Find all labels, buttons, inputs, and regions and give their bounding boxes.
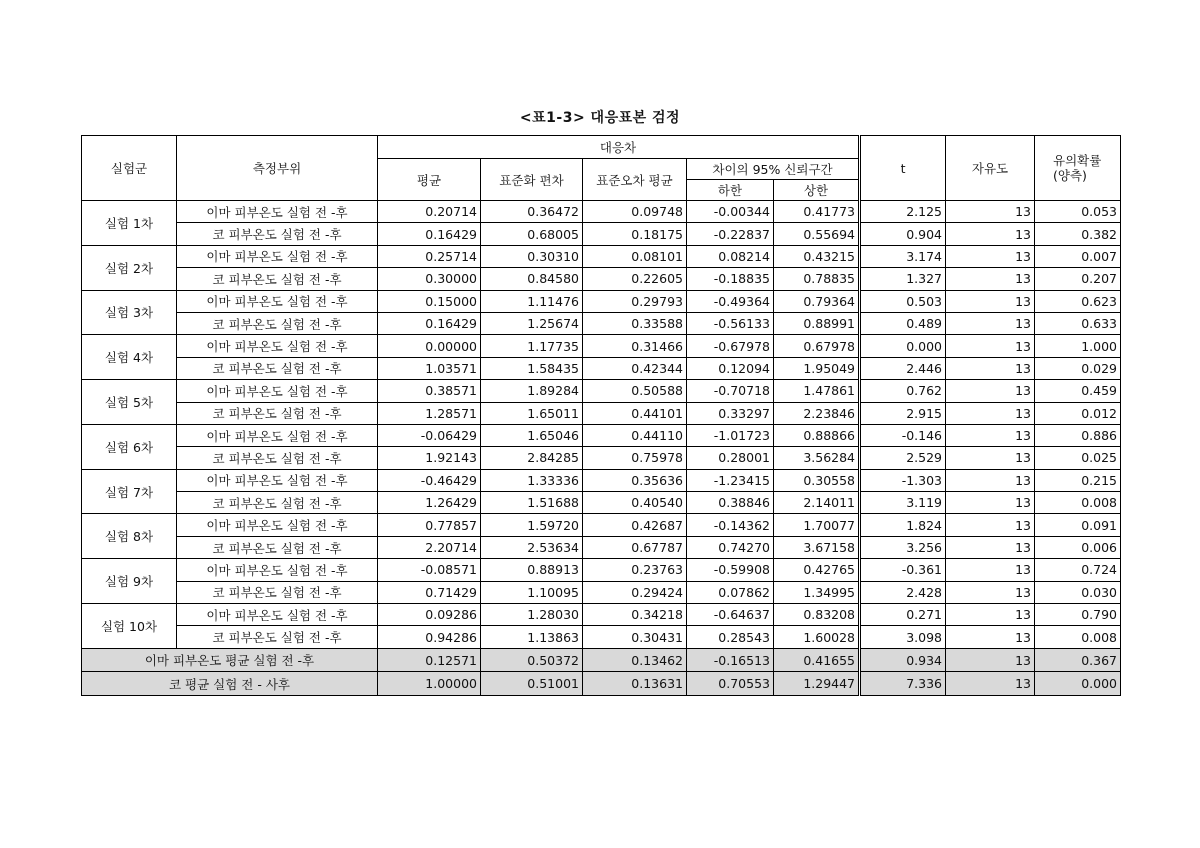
cell-sd: 1.11476 — [481, 290, 583, 312]
measure-part: 코 피부온도 실험 전 -후 — [177, 492, 378, 514]
cell-se: 0.44101 — [583, 402, 687, 424]
header-t: t — [860, 136, 946, 201]
cell-sd: 1.17735 — [481, 335, 583, 357]
group-label: 실험 8차 — [82, 514, 177, 559]
table-row — [82, 402, 1121, 424]
average-label: 이마 피부온도 평균 실험 전 -후 — [82, 648, 378, 672]
cell-se: 0.42687 — [583, 514, 687, 536]
table-row — [82, 469, 1121, 491]
cell-sd: 1.13863 — [481, 626, 583, 648]
cell-t: 0.904 — [860, 223, 946, 245]
cell-df: 13 — [946, 469, 1035, 491]
cell-df: 13 — [946, 514, 1035, 536]
cell-upper: 0.30558 — [774, 469, 860, 491]
cell-mean: 0.15000 — [378, 290, 481, 312]
avg-cell-lower: -0.16513 — [687, 648, 774, 672]
measure-part: 코 피부온도 실험 전 -후 — [177, 536, 378, 558]
avg-cell-lower: 0.70553 — [687, 672, 774, 696]
cell-t: -0.146 — [860, 424, 946, 446]
cell-df: 13 — [946, 312, 1035, 334]
table-row — [82, 581, 1121, 603]
cell-mean: 0.25714 — [378, 245, 481, 267]
group-label: 실험 6차 — [82, 424, 177, 469]
cell-upper: 0.43215 — [774, 245, 860, 267]
cell-sd: 1.25674 — [481, 312, 583, 334]
avg-cell-t: 0.934 — [860, 648, 946, 672]
cell-upper: 0.41773 — [774, 201, 860, 223]
cell-mean: 1.92143 — [378, 447, 481, 469]
measure-part: 이마 피부온도 실험 전 -후 — [177, 469, 378, 491]
group-label: 실험 7차 — [82, 469, 177, 514]
cell-upper: 0.83208 — [774, 604, 860, 626]
cell-upper: 3.67158 — [774, 536, 860, 558]
cell-sd: 0.84580 — [481, 268, 583, 290]
cell-sd: 2.84285 — [481, 447, 583, 469]
cell-sig: 0.790 — [1035, 604, 1121, 626]
cell-upper: 0.79364 — [774, 290, 860, 312]
measure-part: 이마 피부온도 실험 전 -후 — [177, 290, 378, 312]
measure-part: 이마 피부온도 실험 전 -후 — [177, 604, 378, 626]
measure-part: 이마 피부온도 실험 전 -후 — [177, 201, 378, 223]
cell-sd: 1.10095 — [481, 581, 583, 603]
cell-lower: -0.59908 — [687, 559, 774, 581]
cell-se: 0.44110 — [583, 424, 687, 446]
cell-upper: 2.23846 — [774, 402, 860, 424]
cell-t: 2.529 — [860, 447, 946, 469]
cell-lower: 0.33297 — [687, 402, 774, 424]
cell-df: 13 — [946, 581, 1035, 603]
cell-se: 0.18175 — [583, 223, 687, 245]
cell-se: 0.31466 — [583, 335, 687, 357]
cell-mean: 0.00000 — [378, 335, 481, 357]
header-part: 측정부위 — [177, 136, 378, 201]
cell-mean: -0.46429 — [378, 469, 481, 491]
cell-t: -1.303 — [860, 469, 946, 491]
cell-mean: 0.16429 — [378, 223, 481, 245]
avg-cell-sig: 0.000 — [1035, 672, 1121, 696]
measure-part: 이마 피부온도 실험 전 -후 — [177, 559, 378, 581]
cell-df: 13 — [946, 245, 1035, 267]
avg-cell-upper: 0.41655 — [774, 648, 860, 672]
cell-sig: 0.382 — [1035, 223, 1121, 245]
cell-upper: 0.88866 — [774, 424, 860, 446]
cell-lower: -1.01723 — [687, 424, 774, 446]
cell-sig: 0.886 — [1035, 424, 1121, 446]
table-row — [82, 312, 1121, 334]
cell-se: 0.50588 — [583, 380, 687, 402]
measure-part: 코 피부온도 실험 전 -후 — [177, 268, 378, 290]
cell-se: 0.40540 — [583, 492, 687, 514]
measure-part: 코 피부온도 실험 전 -후 — [177, 357, 378, 379]
cell-upper: 0.67978 — [774, 335, 860, 357]
table-row — [82, 335, 1121, 357]
cell-t: -0.361 — [860, 559, 946, 581]
cell-lower: -0.00344 — [687, 201, 774, 223]
cell-upper: 0.42765 — [774, 559, 860, 581]
cell-t: 3.174 — [860, 245, 946, 267]
avg-cell-sd: 0.50372 — [481, 648, 583, 672]
cell-sd: 1.89284 — [481, 380, 583, 402]
measure-part: 코 피부온도 실험 전 -후 — [177, 581, 378, 603]
cell-sd: 1.65046 — [481, 424, 583, 446]
group-label: 실험 9차 — [82, 559, 177, 604]
cell-df: 13 — [946, 626, 1035, 648]
cell-t: 1.327 — [860, 268, 946, 290]
cell-se: 0.33588 — [583, 312, 687, 334]
cell-upper: 0.55694 — [774, 223, 860, 245]
cell-t: 0.503 — [860, 290, 946, 312]
cell-sig: 0.008 — [1035, 492, 1121, 514]
cell-sig: 0.207 — [1035, 268, 1121, 290]
cell-upper: 0.78835 — [774, 268, 860, 290]
table-title: <표1-3> 대응표본 검정 — [519, 110, 681, 126]
cell-mean: 0.77857 — [378, 514, 481, 536]
paired-samples-test-table — [81, 135, 1121, 696]
cell-lower: -0.49364 — [687, 290, 774, 312]
cell-lower: -0.22837 — [687, 223, 774, 245]
cell-df: 13 — [946, 380, 1035, 402]
cell-se: 0.09748 — [583, 201, 687, 223]
group-label: 실험 2차 — [82, 245, 177, 290]
cell-upper: 1.60028 — [774, 626, 860, 648]
cell-t: 2.915 — [860, 402, 946, 424]
cell-mean: 1.28571 — [378, 402, 481, 424]
measure-part: 이마 피부온도 실험 전 -후 — [177, 380, 378, 402]
cell-lower: -0.70718 — [687, 380, 774, 402]
table-row — [82, 268, 1121, 290]
cell-df: 13 — [946, 335, 1035, 357]
header-sig-label: 유의확률 (양측) — [1053, 153, 1102, 183]
avg-cell-mean: 0.12571 — [378, 648, 481, 672]
cell-df: 13 — [946, 223, 1035, 245]
measure-part: 코 피부온도 실험 전 -후 — [177, 312, 378, 334]
measure-part: 코 피부온도 실험 전 -후 — [177, 447, 378, 469]
table-row — [82, 357, 1121, 379]
cell-mean: 1.26429 — [378, 492, 481, 514]
header-group: 실험군 — [82, 136, 177, 201]
cell-lower: 0.12094 — [687, 357, 774, 379]
cell-se: 0.22605 — [583, 268, 687, 290]
cell-t: 2.446 — [860, 357, 946, 379]
cell-sig: 0.633 — [1035, 312, 1121, 334]
avg-cell-mean: 1.00000 — [378, 672, 481, 696]
cell-upper: 1.47861 — [774, 380, 860, 402]
cell-t: 2.428 — [860, 581, 946, 603]
cell-se: 0.23763 — [583, 559, 687, 581]
cell-sd: 0.88913 — [481, 559, 583, 581]
measure-part: 코 피부온도 실험 전 -후 — [177, 223, 378, 245]
cell-df: 13 — [946, 604, 1035, 626]
cell-sig: 0.623 — [1035, 290, 1121, 312]
cell-sd: 0.68005 — [481, 223, 583, 245]
cell-t: 0.762 — [860, 380, 946, 402]
table-body — [82, 201, 1121, 696]
cell-upper: 1.95049 — [774, 357, 860, 379]
average-label: 코 평균 실험 전 - 사후 — [82, 672, 378, 696]
cell-sig: 0.007 — [1035, 245, 1121, 267]
cell-t: 0.489 — [860, 312, 946, 334]
cell-sig: 0.012 — [1035, 402, 1121, 424]
cell-t: 3.119 — [860, 492, 946, 514]
cell-sd: 1.28030 — [481, 604, 583, 626]
cell-mean: 0.20714 — [378, 201, 481, 223]
group-label: 실험 10차 — [82, 604, 177, 649]
avg-cell-sig: 0.367 — [1035, 648, 1121, 672]
cell-se: 0.67787 — [583, 536, 687, 558]
table-row — [82, 424, 1121, 446]
cell-sig: 0.029 — [1035, 357, 1121, 379]
cell-sd: 0.30310 — [481, 245, 583, 267]
cell-df: 13 — [946, 424, 1035, 446]
cell-lower: -0.64637 — [687, 604, 774, 626]
cell-sig: 0.053 — [1035, 201, 1121, 223]
avg-cell-upper: 1.29447 — [774, 672, 860, 696]
cell-sig: 0.091 — [1035, 514, 1121, 536]
table-row — [82, 492, 1121, 514]
cell-mean: -0.06429 — [378, 424, 481, 446]
cell-df: 13 — [946, 447, 1035, 469]
cell-lower: 0.28001 — [687, 447, 774, 469]
cell-t: 1.824 — [860, 514, 946, 536]
avg-cell-df: 13 — [946, 672, 1035, 696]
cell-lower: -0.67978 — [687, 335, 774, 357]
cell-sd: 1.58435 — [481, 357, 583, 379]
cell-lower: -0.56133 — [687, 312, 774, 334]
avg-cell-t: 7.336 — [860, 672, 946, 696]
measure-part: 코 피부온도 실험 전 -후 — [177, 626, 378, 648]
cell-df: 13 — [946, 536, 1035, 558]
cell-t: 0.000 — [860, 335, 946, 357]
cell-sig: 0.006 — [1035, 536, 1121, 558]
cell-upper: 2.14011 — [774, 492, 860, 514]
cell-se: 0.34218 — [583, 604, 687, 626]
cell-se: 0.42344 — [583, 357, 687, 379]
average-row — [82, 672, 1121, 696]
cell-upper: 3.56284 — [774, 447, 860, 469]
header-se: 표준오차 평균 — [583, 159, 687, 201]
cell-sig: 0.724 — [1035, 559, 1121, 581]
cell-upper: 0.88991 — [774, 312, 860, 334]
cell-t: 3.256 — [860, 536, 946, 558]
group-label: 실험 5차 — [82, 380, 177, 425]
measure-part: 코 피부온도 실험 전 -후 — [177, 402, 378, 424]
cell-mean: 0.16429 — [378, 312, 481, 334]
cell-df: 13 — [946, 268, 1035, 290]
cell-sig: 0.215 — [1035, 469, 1121, 491]
cell-upper: 1.70077 — [774, 514, 860, 536]
cell-lower: -1.23415 — [687, 469, 774, 491]
cell-sd: 2.53634 — [481, 536, 583, 558]
cell-df: 13 — [946, 402, 1035, 424]
table-row — [82, 626, 1121, 648]
header-lower: 하한 — [687, 180, 774, 201]
cell-t: 2.125 — [860, 201, 946, 223]
cell-sd: 1.33336 — [481, 469, 583, 491]
cell-lower: -0.18835 — [687, 268, 774, 290]
header-df: 자유도 — [946, 136, 1035, 201]
cell-sig: 1.000 — [1035, 335, 1121, 357]
table-row — [82, 201, 1121, 223]
cell-mean: 0.71429 — [378, 581, 481, 603]
measure-part: 이마 피부온도 실험 전 -후 — [177, 335, 378, 357]
cell-mean: 0.94286 — [378, 626, 481, 648]
table-row — [82, 604, 1121, 626]
cell-se: 0.75978 — [583, 447, 687, 469]
table-row — [82, 223, 1121, 245]
cell-lower: 0.74270 — [687, 536, 774, 558]
group-label: 실험 3차 — [82, 290, 177, 335]
table-row — [82, 380, 1121, 402]
cell-mean: -0.08571 — [378, 559, 481, 581]
table-row — [82, 447, 1121, 469]
header-upper: 상한 — [774, 180, 860, 201]
cell-mean: 0.09286 — [378, 604, 481, 626]
cell-t: 3.098 — [860, 626, 946, 648]
cell-df: 13 — [946, 559, 1035, 581]
cell-se: 0.30431 — [583, 626, 687, 648]
avg-cell-sd: 0.51001 — [481, 672, 583, 696]
cell-sig: 0.030 — [1035, 581, 1121, 603]
cell-lower: -0.14362 — [687, 514, 774, 536]
table-row — [82, 536, 1121, 558]
cell-se: 0.29424 — [583, 581, 687, 603]
cell-sig: 0.459 — [1035, 380, 1121, 402]
cell-df: 13 — [946, 201, 1035, 223]
header-ci: 차이의 95% 신뢰구간 — [687, 159, 860, 180]
cell-se: 0.08101 — [583, 245, 687, 267]
measure-part: 이마 피부온도 실험 전 -후 — [177, 514, 378, 536]
average-row — [82, 648, 1121, 672]
cell-mean: 0.30000 — [378, 268, 481, 290]
table-row — [82, 559, 1121, 581]
header-sd: 표준화 편차 — [481, 159, 583, 201]
cell-mean: 1.03571 — [378, 357, 481, 379]
cell-lower: 0.28543 — [687, 626, 774, 648]
cell-sd: 0.36472 — [481, 201, 583, 223]
cell-df: 13 — [946, 290, 1035, 312]
header-mean: 평균 — [378, 159, 481, 201]
cell-lower: 0.08214 — [687, 245, 774, 267]
cell-sig: 0.025 — [1035, 447, 1121, 469]
cell-upper: 1.34995 — [774, 581, 860, 603]
header-sig — [1035, 136, 1121, 201]
header-paired-differences: 대응차 — [378, 136, 860, 159]
measure-part: 이마 피부온도 실험 전 -후 — [177, 245, 378, 267]
avg-cell-se: 0.13462 — [583, 648, 687, 672]
cell-mean: 2.20714 — [378, 536, 481, 558]
cell-sig: 0.008 — [1035, 626, 1121, 648]
cell-se: 0.35636 — [583, 469, 687, 491]
group-label: 실험 4차 — [82, 335, 177, 380]
table-row — [82, 514, 1121, 536]
cell-sd: 1.65011 — [481, 402, 583, 424]
cell-lower: 0.07862 — [687, 581, 774, 603]
cell-t: 0.271 — [860, 604, 946, 626]
cell-df: 13 — [946, 492, 1035, 514]
table-row — [82, 290, 1121, 312]
cell-lower: 0.38846 — [687, 492, 774, 514]
table-row — [82, 245, 1121, 267]
avg-cell-se: 0.13631 — [583, 672, 687, 696]
cell-sd: 1.59720 — [481, 514, 583, 536]
group-label: 실험 1차 — [82, 201, 177, 246]
cell-df: 13 — [946, 357, 1035, 379]
cell-sd: 1.51688 — [481, 492, 583, 514]
cell-mean: 0.38571 — [378, 380, 481, 402]
cell-se: 0.29793 — [583, 290, 687, 312]
avg-cell-df: 13 — [946, 648, 1035, 672]
measure-part: 이마 피부온도 실험 전 -후 — [177, 424, 378, 446]
